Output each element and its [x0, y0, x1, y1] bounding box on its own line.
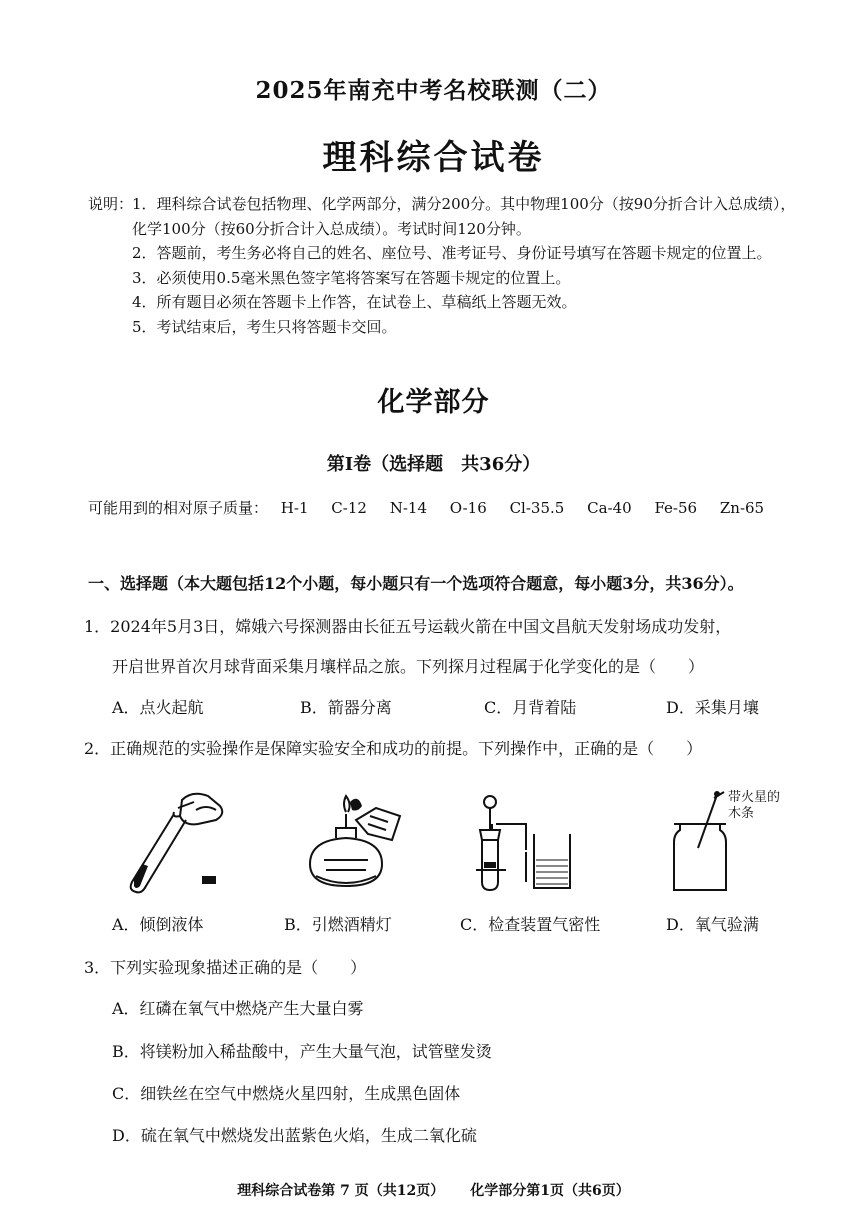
instruction-item: 4．所有题目必须在答题卡上作答，在试卷上、草稿纸上答题无效。 [132, 293, 577, 311]
instruction-item: 1．理科综合试卷包括物理、化学两部分，满分200分。其中物理100分（按90分折合计入总成绩），化学100分（按60分折合计入总成绩）。考试时间120分钟。 [132, 195, 796, 238]
question-2-stem: 2．正确规范的实验操作是保障实验安全和成功的前提。下列操作中，正确的是（ ） [84, 739, 703, 758]
q3-option-b: B．将镁粉加入稀盐酸中，产生大量气泡，试管壁发烫 [112, 1042, 492, 1061]
question-1-line2: 开启世界首次月球背面采集月壤样品之旅。下列探月过程属于化学变化的是（ ） [112, 657, 705, 676]
q1-option-a: A．点火起航 [112, 698, 204, 717]
page-footer [0, 1180, 867, 1200]
instructions-label: 说明： [88, 195, 134, 213]
q1-option-b: B．箭器分离 [300, 698, 392, 717]
q3-option-a: A．红磷在氧气中燃烧产生大量白雾 [112, 999, 364, 1018]
atomic-mass: Cl-35.5 [509, 499, 565, 517]
q3-option-c: C．细铁丝在空气中燃烧火星四射，生成黑色固体 [112, 1084, 461, 1103]
atomic-mass: Zn-65 [719, 499, 765, 517]
atomic-mass: O-16 [449, 499, 487, 517]
figure-label-glowing-splint: 带火星的木条 [728, 790, 781, 821]
q2-option-a: A．倾倒液体 [112, 915, 204, 934]
atomic-masses [88, 497, 782, 518]
q3-option-d: D．硫在氧气中燃烧发出蓝紫色火焰，生成二氧化硫 [112, 1126, 477, 1145]
volume-title: 第Ⅰ卷（选择题 共36分） [326, 454, 541, 475]
question-3-stem: 3．下列实验现象描述正确的是（ ） [84, 958, 367, 977]
atomic-masses-label: 可能用到的相对原子质量： [88, 499, 269, 517]
figure-pouring-liquid [112, 790, 242, 900]
instruction-item: 3．必须使用0.5毫米黑色签字笔将答案写在答题卡规定的位置上。 [132, 268, 571, 287]
atomic-mass: Ca-40 [587, 499, 632, 517]
atomic-mass: Fe-56 [654, 499, 698, 517]
instruction-item: 5．考试结束后，考生只将答题卡交回。 [132, 317, 397, 336]
q1-option-d: D．采集月壤 [666, 698, 759, 717]
section-title: 化学部分 [377, 387, 490, 418]
question-1-line1: 1．2024年5月3日，嫦娥六号探测器由长征五号运载火箭在中国文昌航天发射场成功发射， [84, 617, 732, 636]
q2-option-c: C．检查装置气密性 [460, 915, 601, 934]
exam-title: 2025年南充中考名校联测（二） [255, 77, 612, 104]
footer-total-page: 理科综合试卷第 7 页（共12页） [237, 1183, 445, 1199]
atomic-mass: C-12 [331, 499, 367, 517]
figure-airtightness-check [466, 790, 586, 900]
part-heading: 一、选择题（本大题包括12个小题，每小题只有一个选项符合题意，每小题3分，共36分）。 [88, 574, 744, 593]
instruction-item: 2．答题前，考生务必将自己的姓名、座位号、准考证号、身份证号填写在答题卡规定的位置上。 [132, 244, 772, 262]
q1-option-c: C．月背着陆 [484, 698, 577, 717]
exam-subtitle: 理科综合试卷 [322, 138, 545, 178]
q2-option-d: D．氧气验满 [666, 915, 759, 934]
atomic-mass: H-1 [280, 499, 309, 517]
q2-option-b: B．引燃酒精灯 [284, 915, 392, 934]
footer-section-page: 化学部分第1页（共6页） [470, 1183, 630, 1199]
atomic-mass: N-14 [389, 499, 427, 517]
figure-alcohol-lamp [296, 790, 416, 900]
